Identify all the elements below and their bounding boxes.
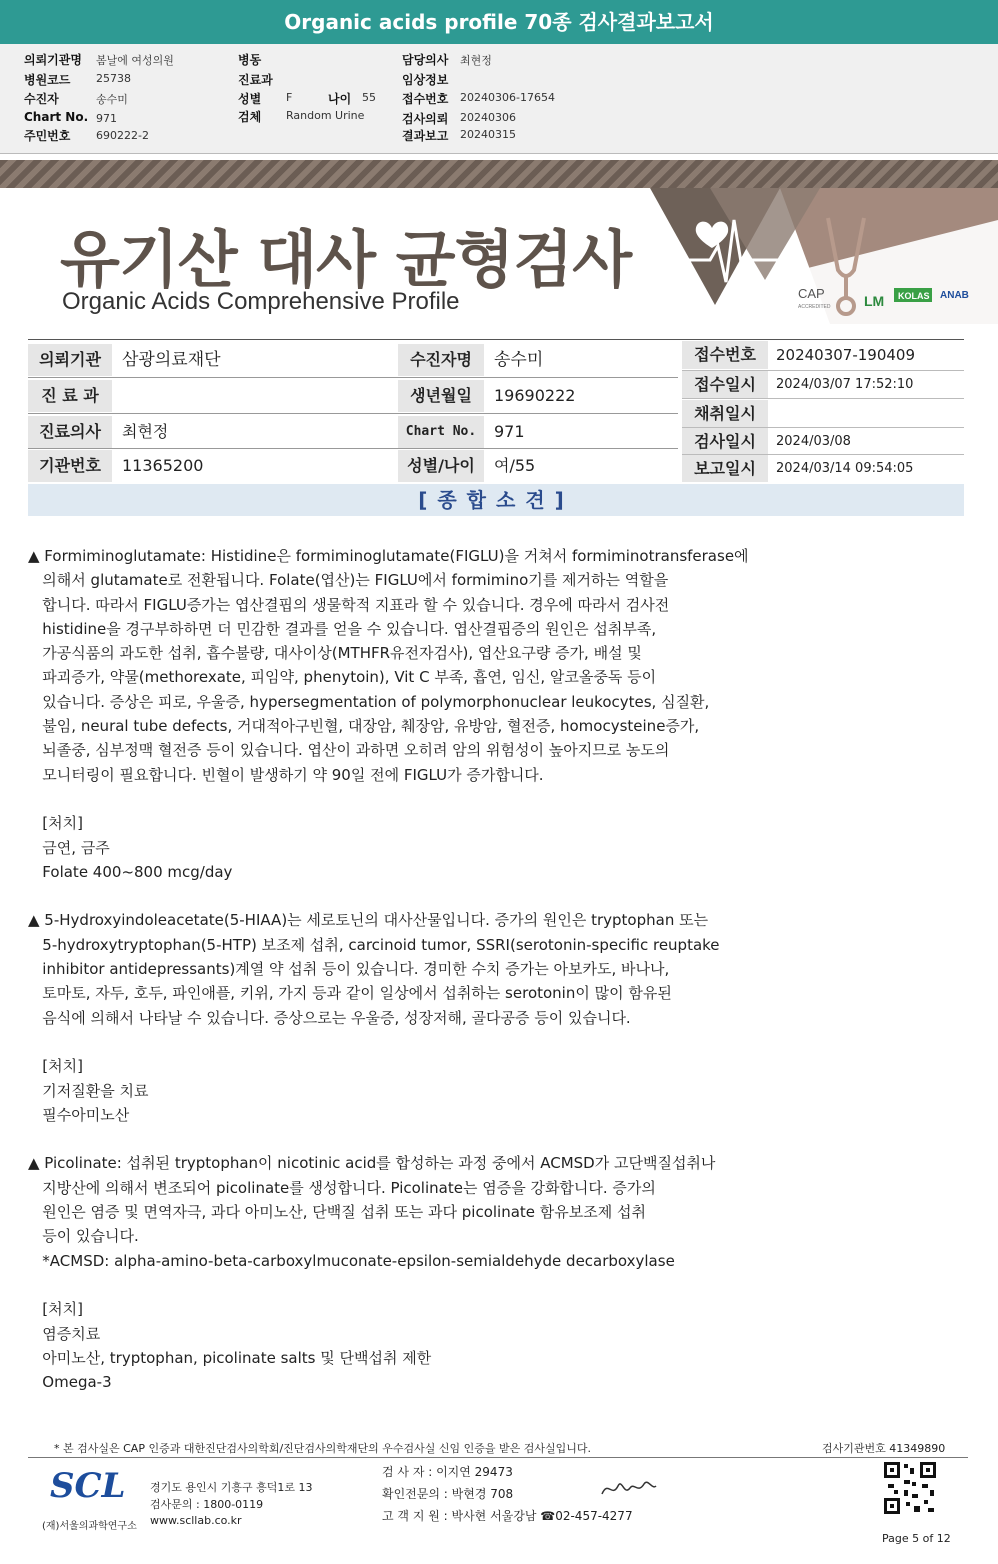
header-label-patient: 수진자 [24,92,59,106]
header-value-chart-no: 971 [96,112,117,125]
footer-website[interactable]: www.scllab.co.kr [150,1514,242,1527]
summary-line: histidine을 경구부하하면 더 민감한 결과를 얻을 수 있습니다. 엽산결핍증의 원인은 섭취부족, [28,619,657,638]
banner-title-english: Organic Acids Comprehensive Profile [62,288,460,315]
header-label-chart-no: Chart No. [24,110,89,124]
footer-address: 경기도 용인시 기흥구 흥덕1로 13 [150,1481,313,1494]
label-institution-code: 기관번호 [28,450,112,482]
header-value-specimen: Random Urine [286,109,365,122]
header-label-receipt-no: 접수번호 [402,92,449,106]
header-info-panel [0,44,998,154]
label-report-date: 보고일시 [682,455,768,482]
header-label-hospital-code: 병원코드 [24,73,71,87]
value-test-date: 2024/03/08 [776,434,851,449]
header-label-clinical-info: 임상정보 [402,73,449,87]
summary-line: 모니터링이 필요합니다. 빈혈이 발생하기 약 90일 전에 FIGLU가 증가합니다. [28,765,544,784]
label-patient-name: 수진자명 [398,344,484,376]
value-doctor: 최현정 [122,422,169,441]
header-value-patient: 송수미 [96,93,128,106]
footer-customer-support: 고 객 지 원 : 박사현 서울강남 ☎02-457-4277 [382,1509,633,1523]
summary-line: 지방산에 의해서 변조되어 picolinate를 생성합니다. Picolinate는 염증을 강화합니다. 증가의 [28,1178,656,1197]
anab-logo-text: ANAB [940,290,969,301]
footer-tester: 검 사 자 : 이지연 29473 [382,1465,513,1479]
summary-line: 5-hydroxytryptophan(5-HTP) 보조제 섭취, carcinoid tumor, SSRI(serotonin-specific reuptake [28,935,720,954]
banner-title-korean: 유기산 대사 균형검사 [60,223,632,296]
header-label-age: 나이 [328,92,352,106]
header-value-resident-no: 690222-2 [96,129,149,142]
summary-line: 불임, neural tube defects, 거대적아구빈혈, 대장암, 췌장암, 유방암, 혈전증, homocysteine증가, [28,717,700,736]
label-department: 진 료 과 [28,380,112,412]
report-title: Organic acids profile 70종 검사결과보고서 [284,10,714,34]
header-value-doctor: 최현정 [460,54,492,67]
summary-line: 필수아미노산 [28,1105,130,1124]
value-chart-no: 971 [494,422,525,441]
lm-logo-text: LM [864,293,885,309]
summary-line: ▲ 5-Hydroxyindoleacetate(5-HIAA)는 세로토닌의 대사산물입니다. 증가의 원인은 tryptophan 또는 [28,911,709,930]
summary-line: 뇌졸중, 심부정맥 혈전증 등이 있습니다. 엽산이 과하면 오히려 암의 위험성이 높아지므로 농도의 [28,741,670,760]
header-label-resident-no: 주민번호 [24,129,71,143]
header-value-sex: F [286,91,293,104]
value-institution-code: 11365200 [122,456,204,475]
scl-organization-name: (재)서울의과학연구소 [42,1521,137,1532]
summary-line: 파괴증가, 약물(methorexate, 피임약, phenytoin), Vit C 부족, 흡연, 임신, 알코올중독 등이 [28,668,657,687]
value-receipt-no: 20240307-190409 [776,346,916,364]
header-value-request-date: 20240306 [460,111,516,124]
value-patient-name: 송수미 [494,350,544,370]
label-receipt-no: 접수번호 [682,341,768,369]
summary-line: 원인은 염증 및 면역자극, 과다 아미노산, 단백질 섭취 또는 과다 picolinate 함유보조제 섭취 [28,1203,646,1222]
header-value-hospital-code: 25738 [96,72,131,85]
footer-phone: 검사문의 : 1800-0119 [150,1498,264,1511]
blank-line [28,1030,808,1054]
blank-line [28,884,808,908]
summary-line: [처치] [28,1057,83,1076]
label-institution: 의뢰기관 [28,344,112,376]
banner-graphic [650,160,998,324]
value-receipt-date: 2024/03/07 17:52:10 [776,377,914,392]
summary-line: 토마토, 자두, 호두, 파인애플, 키위, 가지 등과 같이 일상에서 섭취하는 serotonin이 많이 함유된 [28,984,672,1003]
summary-line: Folate 400~800 mcg/day [28,862,233,881]
header-label-doctor: 담당의사 [402,53,449,67]
summary-line: 염증치료 [28,1324,101,1343]
summary-line: [처치] [28,814,83,833]
blank-line [28,787,808,811]
cap-logo-text: CAP [798,286,825,301]
value-collection-date [768,400,964,427]
summary-line: inhibitor antidepressants)계열 약 섭취 등이 있습니다. 경미한 수치 증가는 아보카도, 바나나, [28,960,670,979]
page-number: Page 5 of 12 [882,1532,951,1545]
summary-body [28,544,808,1394]
summary-line: 있습니다. 증상은 피로, 우울증, hypersegmentation of polymorphonuclear leukocytes, 심질환, [28,692,710,711]
kolas-logo-text: KOLAS [898,291,930,301]
header-label-ward: 병동 [238,53,262,67]
summary-line: 음식에 의해서 나타날 수 있습니다. 증상으로는 우울증, 성장저해, 골다공증 등이 있습니다. [28,1008,631,1027]
header-value-receipt-no: 20240306-17654 [460,91,555,104]
label-test-date: 검사일시 [682,428,768,455]
value-birth-date: 19690222 [494,386,576,405]
qr-code-icon [882,1460,938,1516]
header-label-specimen: 검체 [238,110,262,124]
label-birth-date: 생년월일 [398,380,484,412]
footer-separator [28,1457,968,1458]
header-label-sex: 성별 [238,92,262,106]
value-department [114,380,394,412]
scl-logo: SCL [50,1466,126,1506]
footer-institution-number: 검사기관번호 41349890 [822,1442,946,1455]
footer-confirming-physician: 확인전문의 : 박현경 708 [382,1487,514,1501]
summary-line: Omega-3 [28,1373,112,1392]
footer-accreditation-note: * 본 검사실은 CAP 인증과 대한진단검사의학회/진단검사의학재단의 우수검사실 신임 인증을 받은 검사실입니다. [54,1442,592,1455]
summary-line: 가공식품의 과도한 섭취, 흡수불량, 대사이상(MTHFR유전자검사), 엽산요구량 증가, 배설 및 [28,644,642,663]
summary-line: 금연, 금주 [28,838,110,857]
header-label-institution: 의뢰기관명 [24,53,82,67]
value-sex-age: 여/55 [494,456,536,475]
signature-icon [598,1476,658,1502]
label-receipt-date: 접수일시 [682,371,768,398]
summary-line: ▲ Formiminoglutamate: Histidine은 formiminoglutamate(FIGLU)을 거쳐서 formiminotransferase에 [28,547,749,565]
summary-line: ▲ Picolinate: 섭취된 tryptophan이 nicotinic acid를 합성하는 과정 중에서 ACMSD가 고단백질섭취나 [28,1154,716,1173]
value-report-date: 2024/03/14 09:54:05 [776,461,914,476]
label-sex-age: 성별/나이 [398,450,484,482]
summary-line: [처치] [28,1300,83,1319]
summary-line: 아미노산, tryptophan, picolinate salts 및 단백섭취 제한 [28,1348,432,1367]
blank-line [28,1273,808,1297]
summary-section-title: [종합소견] [28,484,964,516]
summary-line: *ACMSD: alpha-amino-beta-carboxylmuconate-epsilon-semialdehyde decarboxylase [28,1251,675,1270]
header-value-institution: 봄날에 여성의원 [96,54,174,67]
blank-line [28,1127,808,1151]
value-institution: 삼광의료재단 [122,350,221,370]
cap-accredited-text: ACCREDITED [798,304,831,310]
summary-line: 등이 있습니다. [28,1227,139,1246]
summary-line: 합니다. 따라서 FIGLU증가는 엽산결핍의 생물학적 지표라 할 수 있습니다. 경우에 따라서 검사전 [28,595,670,614]
report-title-bar [0,0,998,44]
header-label-report-date: 결과보고 [402,129,449,143]
label-collection-date: 채취일시 [682,400,768,427]
summary-line: 의해서 glutamate로 전환됩니다. Folate(엽산)는 FIGLU에서 formimino기를 제거하는 역할을 [28,571,669,590]
header-label-department: 진료과 [238,73,273,87]
summary-line: 기저질환을 치료 [28,1081,149,1100]
label-chart-no: Chart No. [398,416,484,448]
header-label-request-date: 검사의뢰 [402,112,449,126]
label-doctor: 진료의사 [28,416,112,448]
header-value-age: 55 [362,91,376,104]
header-value-report-date: 20240315 [460,128,516,141]
